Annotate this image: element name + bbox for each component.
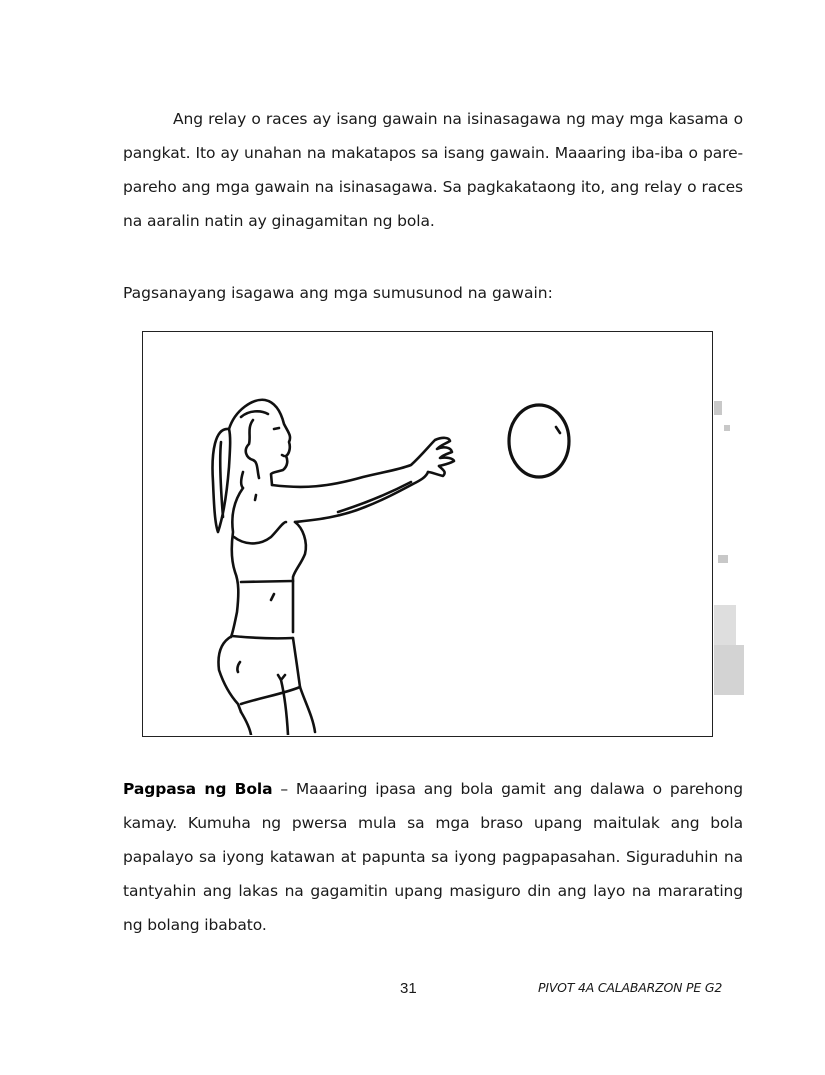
mouth [282,455,284,456]
scan-smudge [712,395,752,715]
activity-description: Maaaring ipasa ang bola gamit ang dalawa o parehong kamay. Kumuha ng pwersa mula sa mga braso upang maitulak ang bola papalayo sa iyong katawan at papunta sa iyong pagpapasahan. Siguraduhin na tantyahin ang lakas na gagamitin upang masiguro din ang layo na mararating ng bolang ibabato. [123,780,743,934]
inner-leg [281,680,288,735]
ponytail-strand [220,442,223,517]
back [231,488,243,637]
hip-mark [237,662,240,672]
underband [241,581,293,582]
forearm-line [338,482,411,512]
intro-text: Ang relay o races ay isang gawain na isinasagawa ng may mga kasama o pangkat. Ito ay unahan na makatapos sa isang gawain. Maaaring iba-iba o pare-pareho ang mga gawain na isinasagawa. Sa pagkakataong ito, ang relay o races na aaralin natin ay ginagamitan ng bola. [123,110,743,230]
intro-paragraph [123,102,743,238]
ab-line [271,594,274,600]
leg-back [241,712,251,735]
eye [274,428,279,429]
ball [509,405,569,477]
hair-line [241,411,268,417]
page-number: 31 [400,980,417,997]
ball-shine [556,427,560,433]
hand-finger [428,466,445,476]
arm-top [272,438,454,487]
bra-cup [234,522,286,543]
illustration-frame [142,331,713,737]
girl-passing-ball-illustration [143,332,711,735]
face-side [246,420,259,478]
arm-bottom [295,472,428,522]
activity-paragraph [123,772,743,942]
footer-title: PIVOT 4A CALABARZON PE G2 [538,980,723,995]
shoulder-mark [255,495,256,500]
activity-term: Pagpasa ng Bola [123,780,273,798]
shorts-hem [241,687,300,704]
front-thigh [293,638,315,732]
neck-back [241,472,243,488]
chest [293,522,306,632]
waistband [232,636,293,638]
hips [219,636,241,712]
instruction-text: Pagsanayang isagawa ang mga sumusunod na gawain: [123,284,553,302]
activity-separator: – [272,780,296,798]
